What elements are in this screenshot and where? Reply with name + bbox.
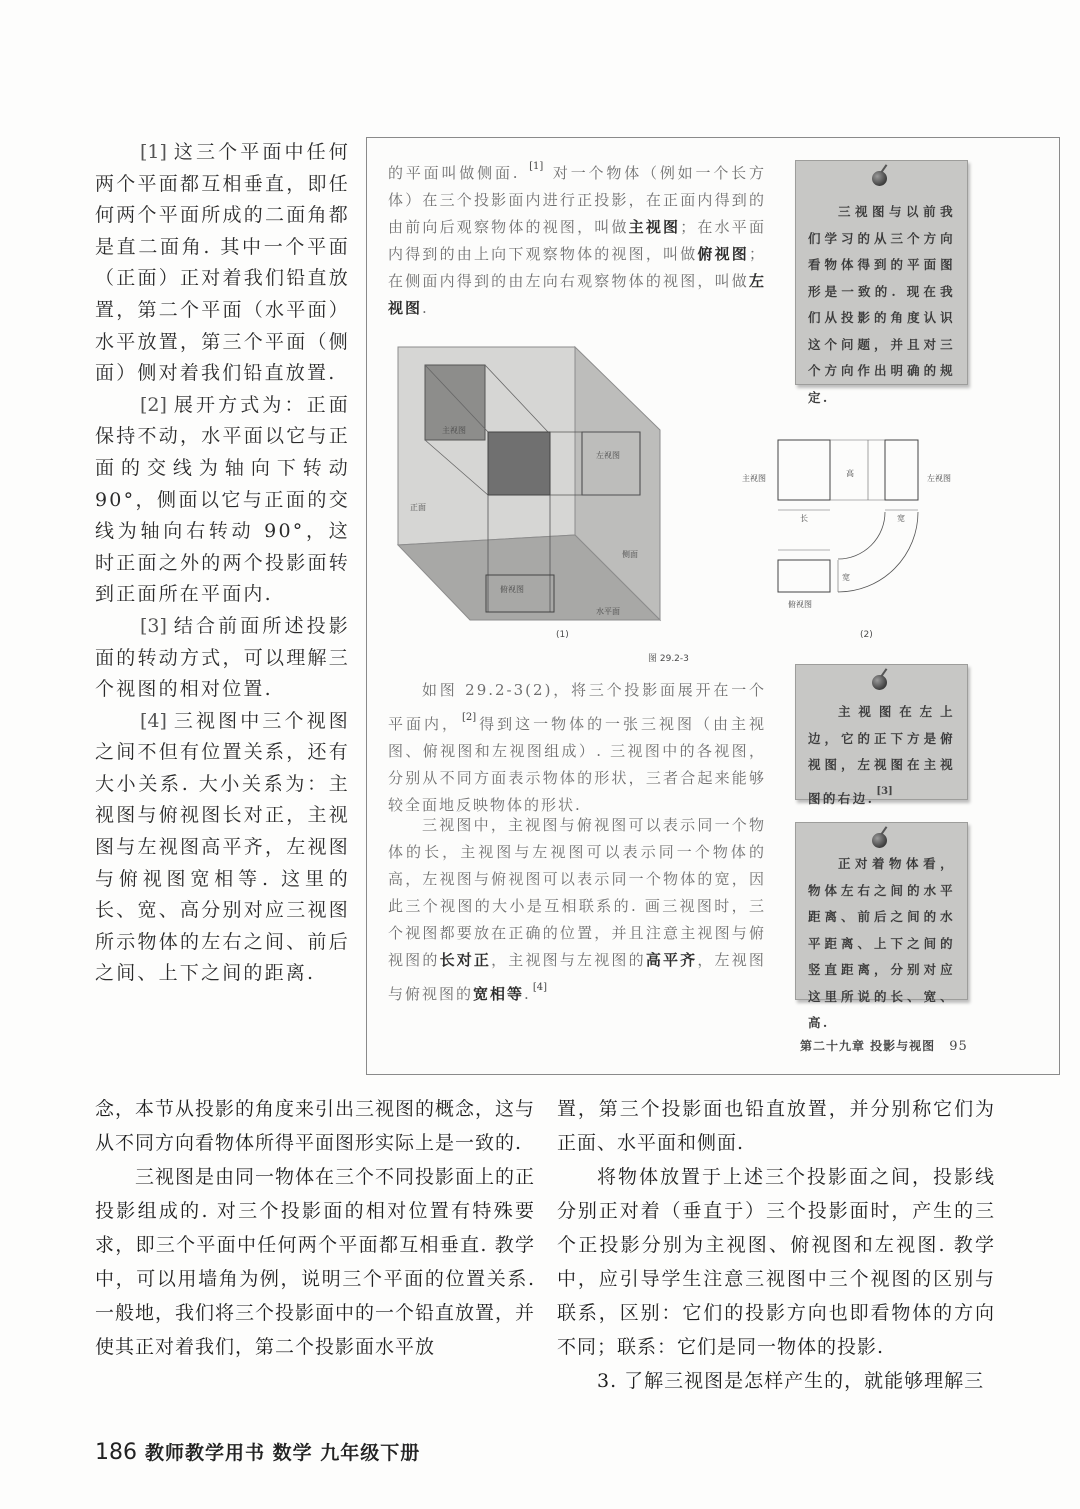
annotation-column (95, 137, 350, 990)
bold-term: 主视图 (628, 218, 681, 236)
fig2-front-view-label: 主视图 (742, 474, 766, 483)
bold-term: 俯视图 (697, 245, 749, 263)
note-marker: [3] (140, 614, 167, 637)
figure-29-2-3 (388, 338, 983, 673)
fold-arc-inner (838, 512, 885, 559)
pushpin-icon (872, 171, 887, 186)
page-number: 186 (95, 1440, 137, 1465)
side-note-text: 三视图与以前我们学习的从三个方向看物体得到的平面图形是一致的. 现在我们从投影的角度认识这个问题，并且对三个方向作出明确的规定. (808, 204, 955, 405)
footnote-marker: [4] (532, 982, 547, 993)
fig2-width-label: 宽 (897, 514, 905, 523)
textbook-page-number: 95 (949, 1039, 968, 1054)
side-note-text: 正对着物体看，物体左右之间的水平距离、前后之间的水平距离、上下之间的竖直距离，分别对应这里所说的长、宽、高. (808, 856, 955, 1030)
fig1-top-view-label: 俯视图 (500, 585, 524, 594)
figure-caption: 图 29.2-3 (648, 654, 689, 664)
text-run: 三视图中，主视图与俯视图可以表示同一个物体的长，主视图与左视图可以表示同一个物体的高，左视图与俯视图可以表示同一个物体的宽，因此三个视图的大小是互相联系的. 画三视图时，三个视图都要放在正确的位置，并且注意主视图与俯视图的 (388, 816, 766, 969)
note-marker: [2] (140, 393, 167, 416)
sub-caption-1: (1) (556, 630, 569, 640)
fig1-front-plane-label: 正面 (410, 503, 426, 512)
page-footer (95, 1438, 420, 1465)
footnote-marker: [3] (876, 785, 893, 797)
note-text: 这三个平面中任何两个平面都互相垂直，即任何两个平面所成的二面角都是直二面角. 其中一个平面（正面）正对着我们铅直放置，第二个平面（水平面）水平放置，第三个平面（侧面）侧对着我们铅直放置. (95, 141, 350, 385)
paragraph: 将物体放置于上述三个投影面之间，投影线分别正对着（垂直于）三个投影面时，产生的三个正投影分别为主视图、俯视图和左视图. 教学中，应引导学生注意三视图中三个视图的区别与联系，区别：它们的投影方向也即看物体的方向不同；联系：它们是同一物体的投影. (557, 1166, 995, 1358)
bold-term: 宽相等 (473, 985, 525, 1003)
note-text: 展开方式为：正面保持不动，水平面以它与正面的交线为轴向下转动 90°，侧面以它与正面的交线为轴向右转动 90°，这时正面之外的两个投影面转到正面所在平面内. (95, 393, 350, 606)
fig1-front-view-label: 主视图 (442, 426, 466, 435)
chapter-title: 第二十九章 投影与视图 (800, 1039, 936, 1053)
fig2-top-view-label: 俯视图 (788, 600, 812, 609)
note-text: 三视图中三个视图之间不但有位置关系，还有大小关系. 大小关系为：主视图与俯视图长对正，主视图与左视图高平齐，左视图与俯视图宽相等. 这里的长、宽、高分别对应三视图所示物体的左右之间、前后之间、上下之间的距离. (95, 709, 350, 985)
text-run: ；在侧面内得到的由左向右观察物体的视图，叫做 (388, 245, 766, 290)
text-run: 得到这一物体的一张三视图（由主视图、俯视图和左视图组成）. 三视图中的各视图，分别从不同方面表示物体的形状，三者合起来能够较全面地反映物体的形状. (388, 715, 766, 814)
footnote-marker: [2] (461, 712, 477, 723)
fig2-height-label: 高 (846, 469, 854, 478)
pushpin-icon (872, 675, 887, 690)
annotation-note (95, 611, 350, 706)
main-text-left-column (95, 1092, 535, 1364)
textbook-paragraph-3 (388, 812, 766, 1008)
text-run: . (524, 985, 531, 1003)
annotation-note (95, 706, 350, 990)
fig1-side-plane-label: 侧面 (622, 550, 638, 559)
main-text-right-column (557, 1092, 995, 1398)
paragraph: 念，本节从投影的角度来引出三视图的概念，这与从不同方向看物体所得平面图形实际上是一致的. (95, 1098, 536, 1154)
sub-caption-2: (2) (860, 630, 873, 640)
text-run: . (422, 299, 429, 317)
text-run: ，左视图与俯视图的 (388, 951, 766, 1003)
textbook-paragraph-2 (388, 677, 766, 819)
paragraph: 置，第三个投影面也铅直放置，并分别称它们为正面、水平面和侧面. (557, 1098, 995, 1154)
note-marker: [1] (140, 141, 167, 163)
book-title: 教师教学用书 数学 九年级下册 (145, 1442, 421, 1464)
fig2-front-view (778, 440, 830, 500)
annotation-note (95, 390, 350, 611)
text-run: ；在水平面内得到的由上向下观察物体的视图，叫做 (388, 218, 766, 263)
text-run: 如图 29.2-3(2)，将三个投影面展开在一个平面内， (388, 681, 766, 733)
side-note-card-3 (795, 822, 968, 1030)
object-box (488, 432, 550, 495)
bold-term: 左视图 (388, 272, 766, 317)
paragraph: 三视图是由同一物体在三个不同投影面上的正投影组成的. 对三个投影面的相对位置有特殊要求，即三个平面中任何两个平面都互相垂直. 教学中，可以用墙角为例，说明三个平面的位置关系. 一般地，我们将三个投影面中的一个铅直放置，并使其正对着我们，第二个投影面水平放 (95, 1166, 536, 1358)
fig2-width-label-2: 宽 (842, 573, 850, 582)
fold-arc-outer (838, 512, 918, 592)
fig2-left-view-label: 左视图 (927, 474, 951, 483)
textbook-page-footer (800, 1037, 980, 1054)
fig1-left-view-label: 左视图 (596, 451, 620, 460)
text-run: ，主视图与左视图的 (491, 951, 646, 969)
note-marker: [4] (140, 709, 167, 732)
annotation-note (95, 137, 350, 390)
side-note-card-2 (795, 664, 968, 806)
fig2-top-view (778, 560, 830, 592)
pushpin-icon (872, 833, 887, 848)
textbook-paragraph-1 (388, 153, 766, 322)
fig1-horizontal-plane-label: 水平面 (596, 607, 620, 616)
note-text: 结合前面所述投影面的转动方式，可以理解三个视图的相对位置. (95, 614, 350, 701)
bold-term: 长对正 (439, 951, 492, 969)
paragraph: 3. 了解三视图是怎样产生的，就能够理解三 (597, 1370, 985, 1392)
footnote-marker: [1] (529, 161, 544, 172)
fig2-left-view (885, 440, 918, 500)
side-note-text (808, 699, 955, 812)
bold-term: 高平齐 (645, 951, 698, 969)
text-run: 的平面叫做侧面. (388, 164, 528, 182)
text-run: 对一个物体（例如一个长方体）在三个投影面内进行正投影，在正面内得到的由前向后观察物体的视图，叫做 (388, 164, 766, 236)
text-run: 主视图在左上边，它的正下方是俯视图，左视图在主视图的右边. (808, 704, 955, 806)
fig2-length-label: 长 (800, 514, 808, 523)
